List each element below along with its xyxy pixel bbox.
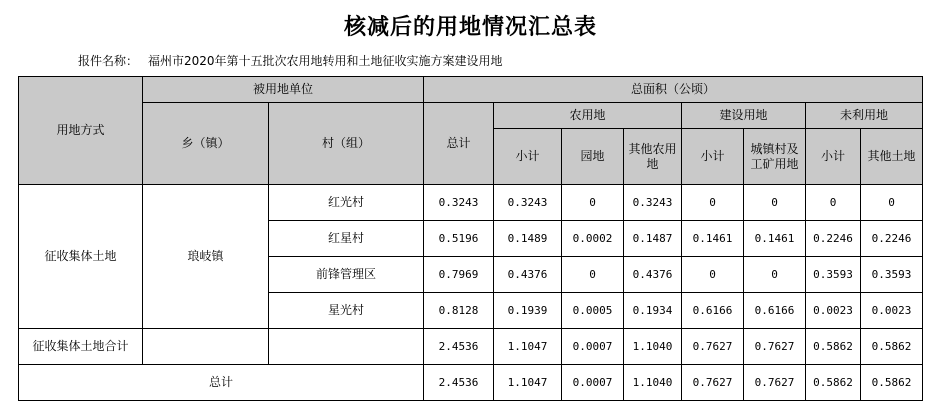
other-farmland-cell: 0.1487 xyxy=(624,221,682,257)
village-cell: 红星村 xyxy=(269,221,424,257)
unused-subtotal-cell: 0.2246 xyxy=(806,221,861,257)
header-urban-industrial: 城镇村及工矿用地 xyxy=(744,129,806,185)
orchard-cell: 0.0002 xyxy=(562,221,624,257)
unused-subtotal-cell: 0.5862 xyxy=(806,329,861,365)
farm-subtotal-cell: 1.1047 xyxy=(494,365,562,401)
header-unused-subtotal: 小计 xyxy=(806,129,861,185)
other-land-cell: 0.5862 xyxy=(861,365,923,401)
orchard-cell: 0.0007 xyxy=(562,329,624,365)
urban-industrial-cell: 0.7627 xyxy=(744,365,806,401)
village-cell: 红光村 xyxy=(269,185,424,221)
header-construction-subtotal: 小计 xyxy=(682,129,744,185)
total-cell: 2.4536 xyxy=(424,365,494,401)
orchard-cell: 0 xyxy=(562,185,624,221)
other-land-cell: 0.0023 xyxy=(861,293,923,329)
unused-subtotal-cell: 0.5862 xyxy=(806,365,861,401)
header-row xyxy=(19,77,923,103)
urban-industrial-cell: 0.1461 xyxy=(744,221,806,257)
header-land-method: 用地方式 xyxy=(19,77,143,185)
page-title: 核减后的用地情况汇总表 xyxy=(343,14,597,40)
header-village: 村（组） xyxy=(269,103,424,185)
construction-subtotal-cell: 0 xyxy=(682,257,744,293)
header-orchard: 园地 xyxy=(562,129,624,185)
farm-subtotal-cell: 0.1939 xyxy=(494,293,562,329)
header-total: 总计 xyxy=(424,103,494,185)
header-user-unit: 被用地单位 xyxy=(143,77,424,103)
farm-subtotal-cell: 0.3243 xyxy=(494,185,562,221)
other-land-cell: 0 xyxy=(861,185,923,221)
subtotal-row xyxy=(19,329,923,365)
construction-subtotal-cell: 0.1461 xyxy=(682,221,744,257)
empty-cell xyxy=(269,329,424,365)
other-land-cell: 0.3593 xyxy=(861,257,923,293)
farm-subtotal-cell: 0.4376 xyxy=(494,257,562,293)
total-cell: 2.4536 xyxy=(424,329,494,365)
orchard-cell: 0 xyxy=(562,257,624,293)
construction-subtotal-cell: 0.7627 xyxy=(682,329,744,365)
orchard-cell: 0.0005 xyxy=(562,293,624,329)
urban-industrial-cell: 0 xyxy=(744,257,806,293)
construction-subtotal-cell: 0.6166 xyxy=(682,293,744,329)
other-farmland-cell: 0.3243 xyxy=(624,185,682,221)
unused-subtotal-cell: 0.3593 xyxy=(806,257,861,293)
farm-subtotal-cell: 0.1489 xyxy=(494,221,562,257)
village-cell: 前锋管理区 xyxy=(269,257,424,293)
construction-subtotal-cell: 0 xyxy=(682,185,744,221)
total-cell: 0.3243 xyxy=(424,185,494,221)
other-land-cell: 0.2246 xyxy=(861,221,923,257)
township-cell: 琅岐镇 xyxy=(143,185,269,329)
header-farm-subtotal: 小计 xyxy=(494,129,562,185)
other-farmland-cell: 0.4376 xyxy=(624,257,682,293)
header-other-land: 其他土地 xyxy=(861,129,923,185)
construction-subtotal-cell: 0.7627 xyxy=(682,365,744,401)
header-row xyxy=(19,103,923,129)
other-farmland-cell: 1.1040 xyxy=(624,365,682,401)
land-use-summary-table xyxy=(18,76,923,401)
report-name xyxy=(78,52,503,69)
farm-subtotal-cell: 1.1047 xyxy=(494,329,562,365)
other-farmland-cell: 0.1934 xyxy=(624,293,682,329)
total-cell: 0.5196 xyxy=(424,221,494,257)
header-other-farmland: 其他农用地 xyxy=(624,129,682,185)
land-method-cell: 征收集体土地 xyxy=(19,185,143,329)
header-unused: 未利用地 xyxy=(806,103,923,129)
village-cell: 星光村 xyxy=(269,293,424,329)
total-cell: 0.8128 xyxy=(424,293,494,329)
unused-subtotal-cell: 0.0023 xyxy=(806,293,861,329)
header-farmland: 农用地 xyxy=(494,103,682,129)
report-name-label: 报件名称： xyxy=(78,54,139,68)
total-cell: 0.7969 xyxy=(424,257,494,293)
grand-total-row xyxy=(19,365,923,401)
unused-subtotal-cell: 0 xyxy=(806,185,861,221)
other-land-cell: 0.5862 xyxy=(861,329,923,365)
table-row xyxy=(19,185,923,221)
header-total-area: 总面积（公顷） xyxy=(424,77,923,103)
subtotal-label: 征收集体土地合计 xyxy=(19,329,143,365)
header-construction: 建设用地 xyxy=(682,103,806,129)
report-name-value: 福州市2020年第十五批次农用地转用和土地征收实施方案建设用地 xyxy=(148,54,503,68)
other-farmland-cell: 1.1040 xyxy=(624,329,682,365)
urban-industrial-cell: 0 xyxy=(744,185,806,221)
orchard-cell: 0.0007 xyxy=(562,365,624,401)
urban-industrial-cell: 0.7627 xyxy=(744,329,806,365)
urban-industrial-cell: 0.6166 xyxy=(744,293,806,329)
empty-cell xyxy=(143,329,269,365)
grand-total-label: 总计 xyxy=(19,365,424,401)
header-township: 乡（镇） xyxy=(143,103,269,185)
